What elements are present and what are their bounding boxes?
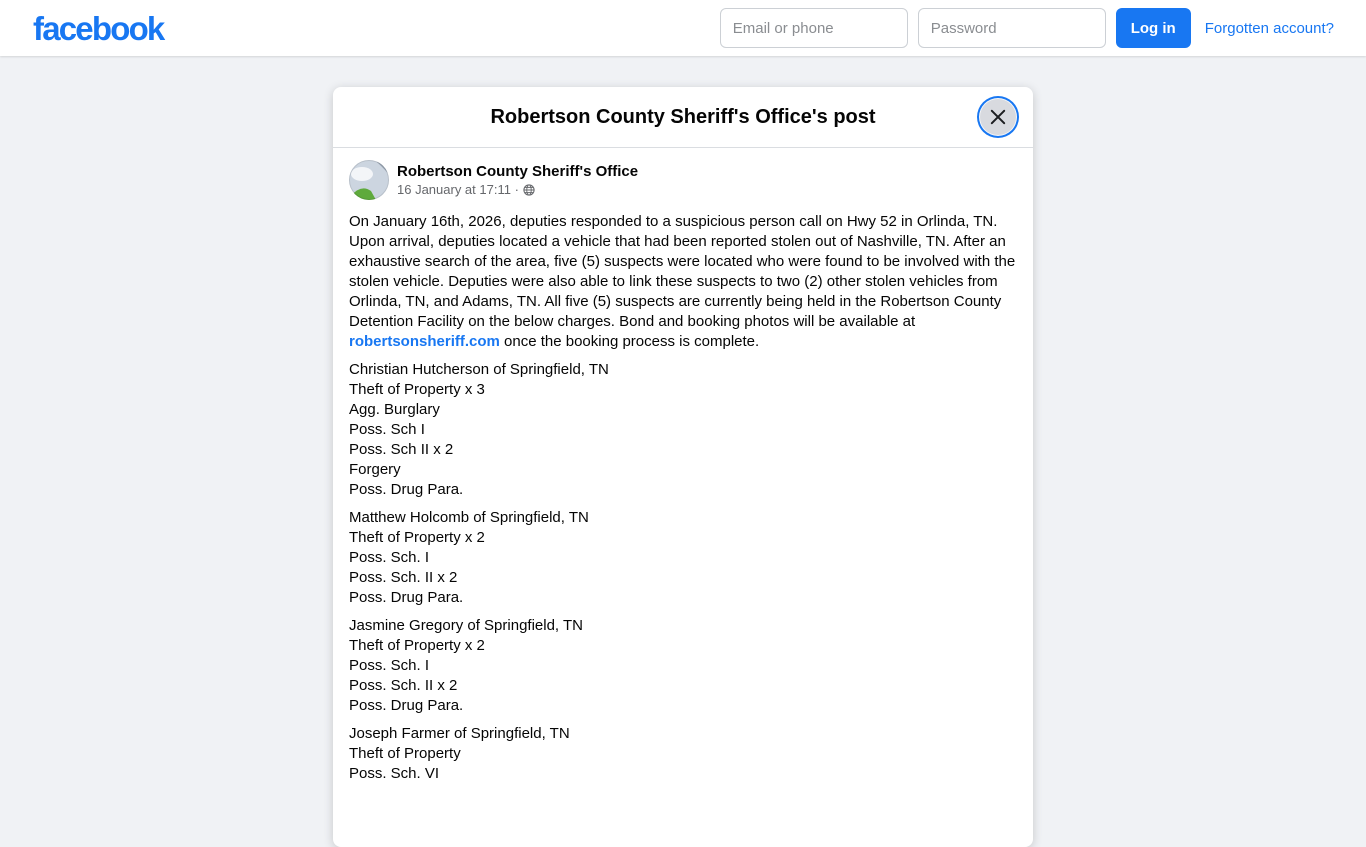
post-paragraph xyxy=(349,212,1017,352)
email-field[interactable] xyxy=(720,8,908,48)
suspect-line: Jasmine Gregory of Springfield, TN xyxy=(349,617,583,634)
post-header xyxy=(349,160,1017,200)
suspect-line: Poss. Sch I xyxy=(349,421,425,438)
globe-privacy-icon xyxy=(523,184,535,196)
suspect-line: Theft of Property x 2 xyxy=(349,637,485,654)
post-meta xyxy=(397,181,638,198)
suspect-line: Poss. Sch. VI xyxy=(349,765,440,782)
password-field[interactable] xyxy=(918,8,1106,48)
post-content xyxy=(333,148,1033,812)
suspect-block xyxy=(349,616,1017,716)
suspect-line: Poss. Sch. I xyxy=(349,549,430,566)
close-button[interactable] xyxy=(980,99,1016,135)
suspect-line: Theft of Property x 2 xyxy=(349,529,485,546)
post-timestamp[interactable]: 16 January at 17:11 · xyxy=(397,182,519,197)
suspect-block xyxy=(349,360,1017,500)
post-text-after-link: once the booking process is complete. xyxy=(504,333,760,350)
author-name[interactable]: Robertson County Sheriff's Office xyxy=(397,163,639,180)
suspect-line: Joseph Farmer of Springfield, TN xyxy=(349,725,570,742)
facebook-logo[interactable]: facebook xyxy=(33,9,164,47)
author-block xyxy=(397,160,638,200)
suspect-line: Poss. Drug Para. xyxy=(349,589,464,606)
modal-header xyxy=(333,87,1033,148)
suspect-line: Matthew Holcomb of Springfield, TN xyxy=(349,509,589,526)
suspect-line: Poss. Sch. I xyxy=(349,657,430,674)
top-nav-bar xyxy=(0,0,1366,56)
suspect-line: Agg. Burglary xyxy=(349,401,440,418)
suspect-line: Christian Hutcherson of Springfield, TN xyxy=(349,361,609,378)
close-icon xyxy=(989,108,1007,126)
suspect-line: Poss. Sch. II x 2 xyxy=(349,569,458,586)
suspect-block xyxy=(349,724,1017,784)
suspect-line: Theft of Property xyxy=(349,745,461,762)
avatar[interactable] xyxy=(349,160,389,200)
post-text: On January 16th, 2026, deputies responded to a suspicious person call on Hwy 52 in Orlinda, TN. Upon arrival, deputies located a vehicle that had been reported stolen out of Nashville, TN. After an exhaustive search of the area, five (5) suspects were located who were found to be involved with the stolen vehicle. Deputies were also able to link these suspects to two (2) other stolen vehicles from Orlinda, TN, and Adams, TN. All five (5) suspects are currently being held in the Robertson County Detention Facility on the below charges. Bond and booking photos will be available at xyxy=(349,213,1016,330)
suspect-block xyxy=(349,508,1017,608)
login-button[interactable]: Log in xyxy=(1116,8,1191,48)
suspect-list xyxy=(349,360,1017,784)
post-body xyxy=(349,212,1017,784)
suspect-line: Forgery xyxy=(349,461,401,478)
login-form xyxy=(720,8,1334,48)
suspect-line: Poss. Sch II x 2 xyxy=(349,441,454,458)
suspect-line: Poss. Sch. II x 2 xyxy=(349,677,458,694)
forgotten-account-link[interactable]: Forgotten account? xyxy=(1204,19,1334,37)
suspect-line: Poss. Drug Para. xyxy=(349,697,464,714)
suspect-line: Theft of Property x 3 xyxy=(349,381,485,398)
suspect-line: Poss. Drug Para. xyxy=(349,481,464,498)
post-modal xyxy=(333,87,1033,847)
post-link[interactable]: robertsonsheriff.com xyxy=(349,333,500,350)
modal-title: Robertson County Sheriff's Office's post xyxy=(490,105,876,128)
